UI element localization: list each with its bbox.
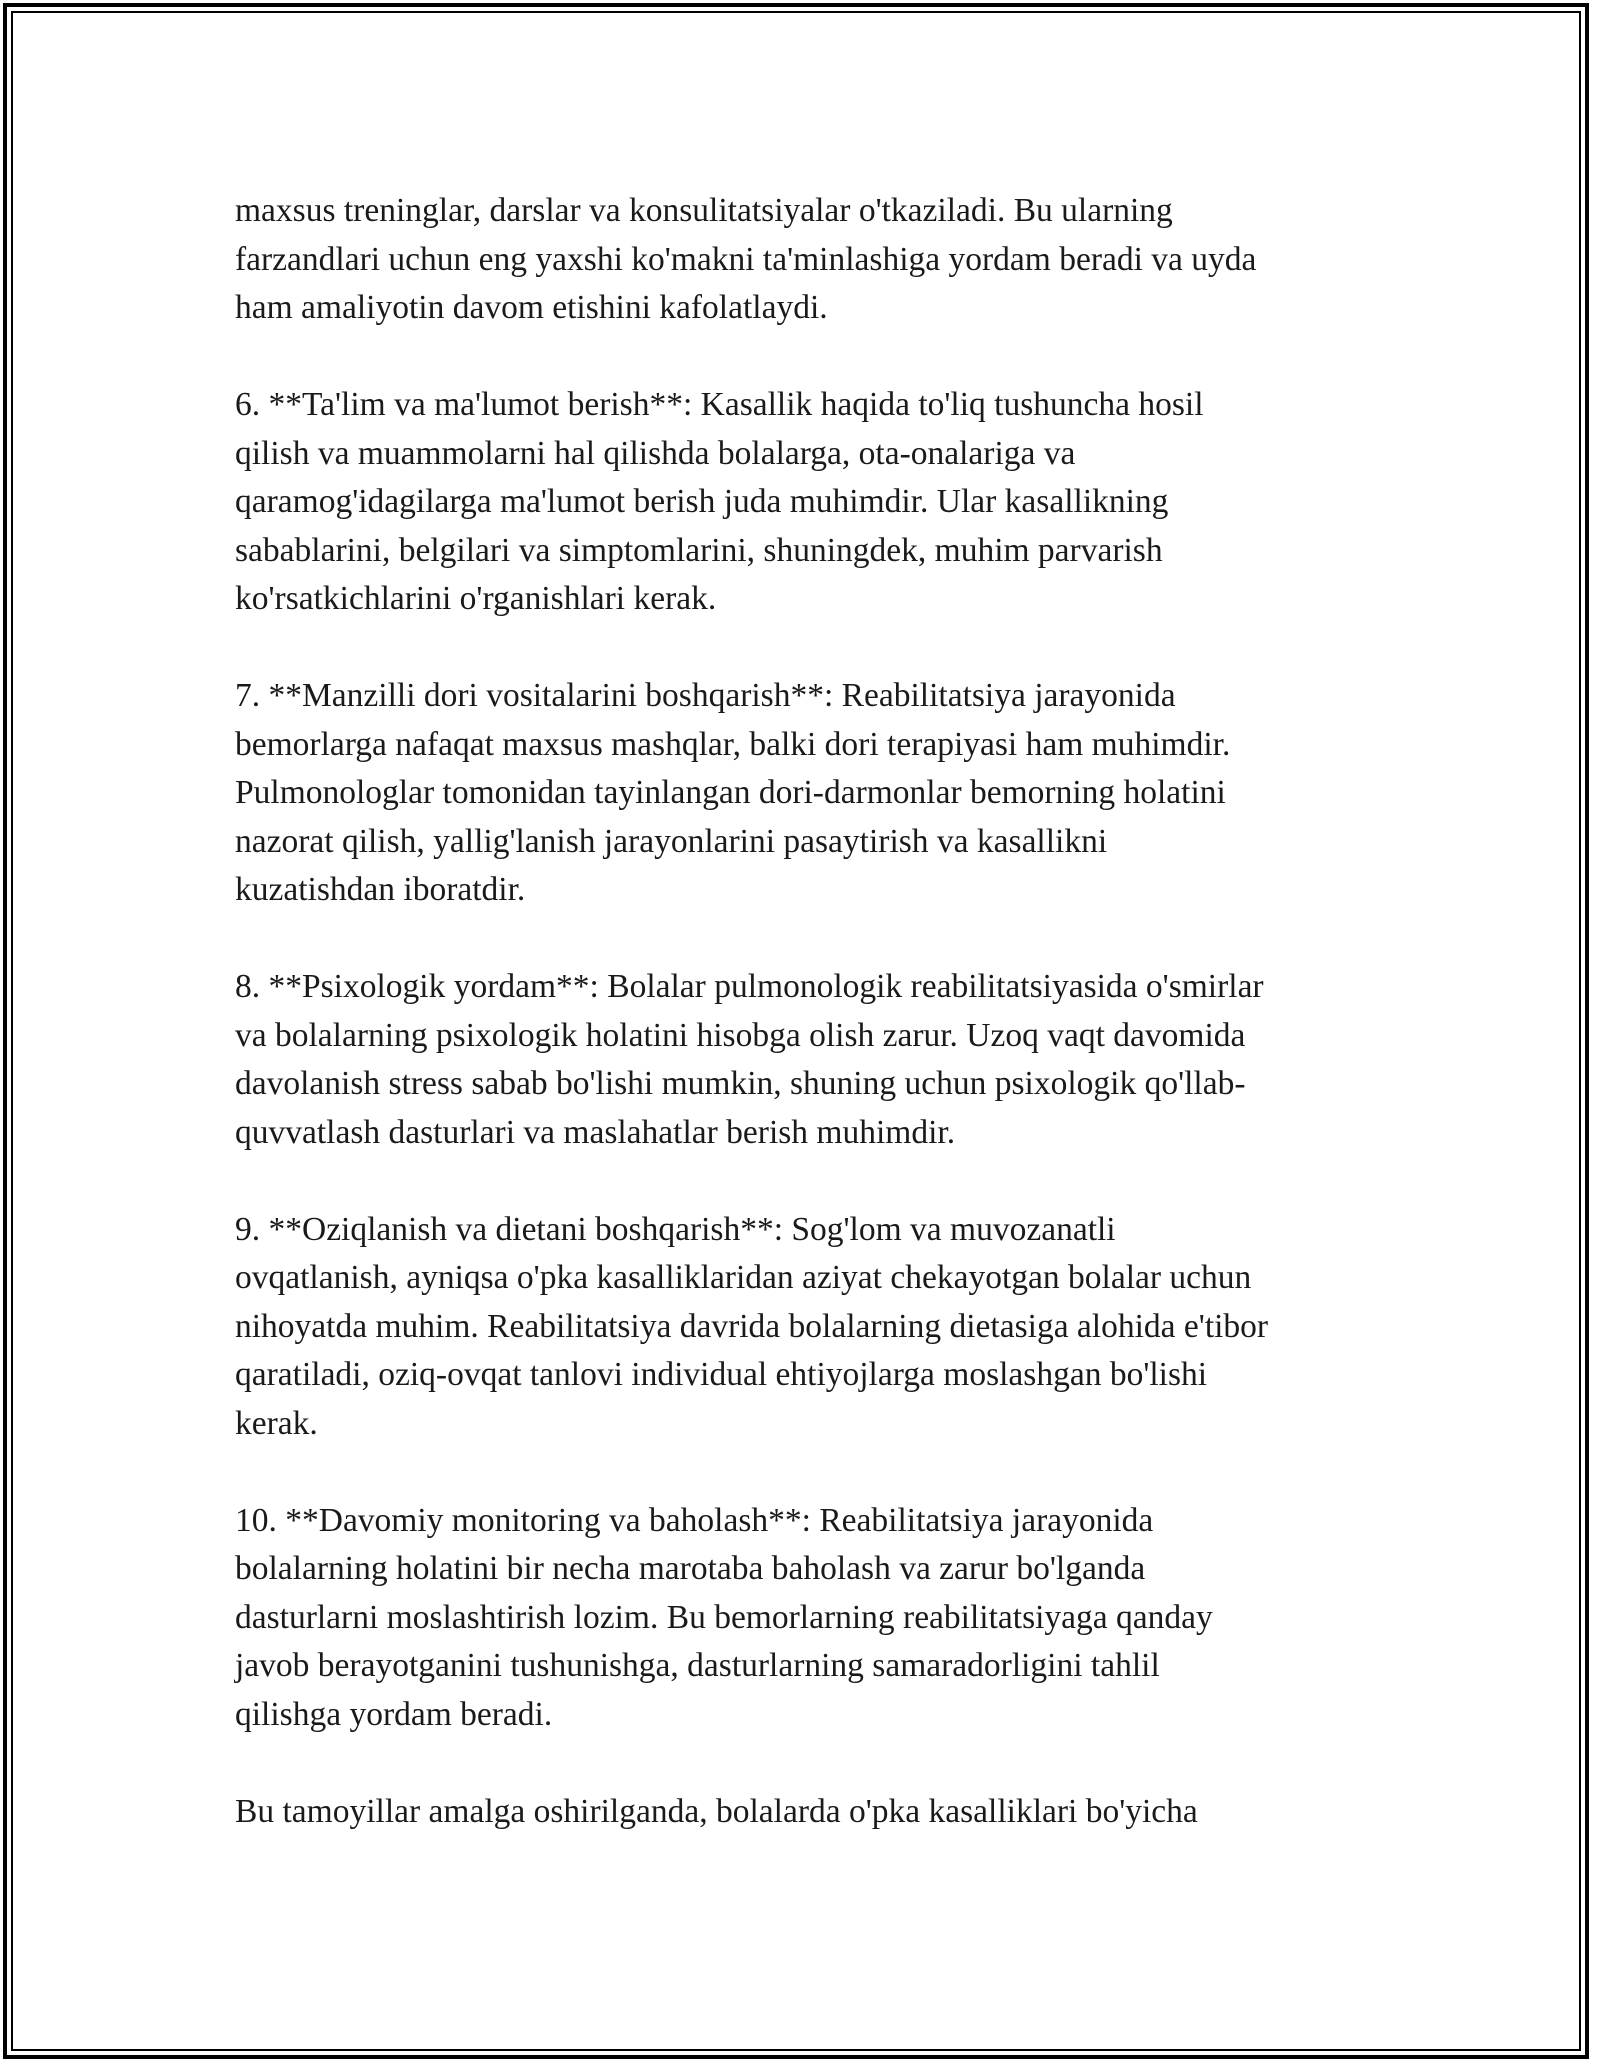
text-line: 7. **Manzilli dori vositalarini boshqarish**: Reabilitatsiya jarayonida xyxy=(235,677,1176,714)
text-line: maxsus treninglar, darslar va konsulitatsiyalar o'tkaziladi. Bu ularning xyxy=(235,192,1173,229)
text-line: ovqatlanish, ayniqsa o'pka kasalliklaridan aziyat chekayotgan bolalar uchun xyxy=(235,1259,1252,1296)
text-line: qilishga yordam beradi. xyxy=(235,1695,553,1733)
paragraph-intro-continuation xyxy=(235,187,1375,333)
text-line: kuzatishdan iboratdir. xyxy=(235,871,526,908)
text-line: dasturlarni moslashtirish lozim. Bu bemorlarning reabilitatsiyaga qanday xyxy=(235,1598,1213,1636)
paragraph-item-6 xyxy=(235,381,1375,624)
text-line: Bu tamoyillar amalga oshirilganda, bolalarda o'pka kasalliklari bo'yicha xyxy=(235,1792,1198,1830)
text-line: ham amaliyotin davom etishini kafolatlaydi. xyxy=(235,289,828,326)
text-line: bolalarning holatini bir necha marotaba baholash va zarur bo'lganda xyxy=(235,1550,1146,1587)
text-line: sabablarini, belgilari va simptomlarini, shuningdek, muhim parvarish xyxy=(235,531,1163,569)
text-line: farzandlari uchun eng yaxshi ko'makni ta'minlashiga yordam beradi va uyda xyxy=(235,240,1257,278)
text-line: Pulmonologlar tomonidan tayinlangan dori-darmonlar bemorning holatini xyxy=(235,774,1226,811)
text-line: va bolalarning psixologik holatini hisobga olish zarur. Uzoq vaqt davomida xyxy=(235,1016,1246,1054)
text-line: kerak. xyxy=(235,1404,318,1442)
text-line: 8. **Psixologik yordam**: Bolalar pulmonologik reabilitatsiyasida o'smirlar xyxy=(235,968,1264,1005)
text-line: qaramog'idagilarga ma'lumot berish juda muhimdir. Ular kasallikning xyxy=(235,483,1169,520)
text-line: quvvatlash dasturlari va maslahatlar berish muhimdir. xyxy=(235,1113,956,1151)
text-line: davolanish stress sabab bo'lishi mumkin, shuning uchun psixologik qo'llab- xyxy=(235,1065,1246,1102)
text-line: 10. **Davomiy monitoring va baholash**: Reabilitatsiya jarayonida xyxy=(235,1501,1154,1539)
text-line: qilish va muammolarni hal qilishda bolalarga, ota-onalariga va xyxy=(235,434,1076,472)
paragraph-item-8 xyxy=(235,963,1375,1157)
text-line: qaratiladi, oziq-ovqat tanlovi individual ehtiyojlarga moslashgan bo'lishi xyxy=(235,1356,1208,1393)
paragraph-item-7 xyxy=(235,672,1375,915)
text-line: 9. **Oziqlanish va dietani boshqarish**: Sog'lom va muvozanatli xyxy=(235,1210,1116,1248)
text-line: nihoyatda muhim. Reabilitatsiya davrida bolalarning dietasiga alohida e'tibor xyxy=(235,1307,1269,1345)
text-line: nazorat qilish, yallig'lanish jarayonlarini pasaytirish va kasallikni xyxy=(235,822,1108,860)
paragraph-item-9 xyxy=(235,1206,1375,1449)
document-body xyxy=(235,187,1375,1885)
paragraph-conclusion xyxy=(235,1788,1375,1837)
text-line: 6. **Ta'lim va ma'lumot berish**: Kasallik haqida to'liq tushuncha hosil xyxy=(235,386,1204,423)
paragraph-item-10 xyxy=(235,1497,1375,1740)
text-line: javob berayotganini tushunishga, dasturlarning samaradorligini tahlil xyxy=(235,1647,1160,1684)
text-line: bemorlarga nafaqat maxsus mashqlar, balki dori terapiyasi ham muhimdir. xyxy=(235,725,1231,763)
text-line: ko'rsatkichlarini o'rganishlari kerak. xyxy=(235,580,717,617)
